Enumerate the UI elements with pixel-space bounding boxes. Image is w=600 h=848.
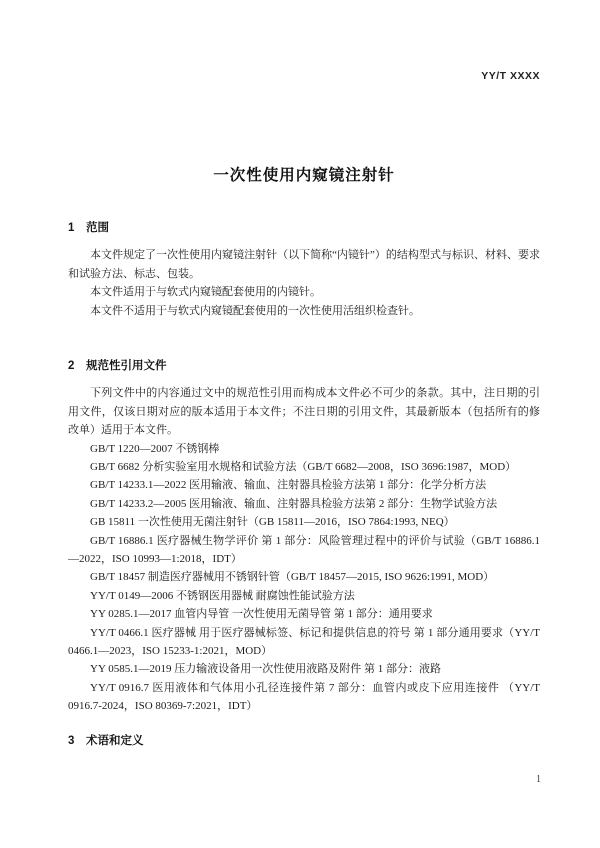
section-3-number: 3 <box>68 734 75 747</box>
page-number: 1 <box>536 774 541 785</box>
reference-entry: GB/T 14233.2—2005 医用输液、输血、注射器具检验方法第 2 部分：生物学试验方法 <box>90 497 498 510</box>
reference-entry: GB/T 6682 分析实验室用水规格和试验方法（GB/T 6682—2008，ISO 3696:1987，MOD） <box>90 460 517 473</box>
section-3-title: 术语和定义 <box>86 734 144 747</box>
normative-references-list <box>68 440 540 716</box>
section-1-title: 范围 <box>86 222 109 234</box>
reference-entry: YY/T 0149—2006 不锈钢医用器械 耐腐蚀性能试验方法 <box>90 589 355 602</box>
section-1-heading <box>68 221 540 235</box>
reference-entry: GB/T 16886.1 医疗器械生物学评价 第 1 部分：风险管理过程中的评价与试验（GB/T 16886.1—2022，ISO 10993—1:2018，IDT） <box>68 534 540 565</box>
reference-entry: GB/T 1220—2007 不锈钢棒 <box>90 442 220 455</box>
section-2-title: 规范性引用文件 <box>86 360 167 372</box>
reference-entry: GB/T 18457 制造医疗器械用不锈钢针管（GB/T 18457—2015, ISO 9626:1991, MOD） <box>90 571 495 584</box>
section-1-paragraph-3: 本文件不适用于与软式内窥镜配套使用的一次性使用活组织检查针。 <box>90 304 420 317</box>
reference-entry: YY 0285.1—2017 血管内导管 一次性使用无菌导管 第 1 部分：通用要求 <box>90 608 433 621</box>
reference-entry: GB 15811 一次性使用无菌注射针（GB 15811—2016，ISO 7864:1993, NEQ） <box>90 516 455 529</box>
section-2-intro: 下列文件中的内容通过文中的规范性引用而构成本文件必不可少的条款。其中，注日期的引用文件，仅该日期对应的版本适用于本文件；不注日期的引用文件，其最新版本（包括所有的修改单）适用于本文件。 <box>68 387 540 436</box>
reference-entry: YY 0585.1—2019 压力输液设备用一次性使用液路及附件 第 1 部分：液路 <box>90 663 441 676</box>
section-2-heading <box>68 359 540 373</box>
reference-entry: GB/T 14233.1—2022 医用输液、输血、注射器具检验方法第 1 部分：化学分析方法 <box>90 479 487 492</box>
section-2-number: 2 <box>68 360 75 372</box>
section-1-paragraph-2: 本文件适用于与软式内窥镜配套使用的内镜针。 <box>90 286 321 298</box>
doc-number-header: YY/T XXXX <box>481 70 540 82</box>
document-title: 一次性使用内窥镜注射针 <box>213 167 395 184</box>
section-1-number: 1 <box>68 222 75 234</box>
page-content <box>68 0 540 748</box>
reference-entry: YY/T 0916.7 医用液体和气体用小孔径连接件第 7 部分：血管内或皮下应用连接件 （YY/T 0916.7-2024，ISO 80369-7:2021，IDT） <box>68 681 540 713</box>
section-3-heading <box>68 734 540 748</box>
section-1-paragraph-1: 本文件规定了一次性使用内窥镜注射针（以下简称“内镜针”）的结构型式与标识、材料、要求和试验方法、标志、包装。 <box>68 249 540 280</box>
reference-entry: YY/T 0466.1 医疗器械 用于医疗器械标签、标记和提供信息的符号 第 1 部分通用要求（YY/T 0466.1—2023，ISO 15233-1:2021，MOD） <box>68 626 540 657</box>
